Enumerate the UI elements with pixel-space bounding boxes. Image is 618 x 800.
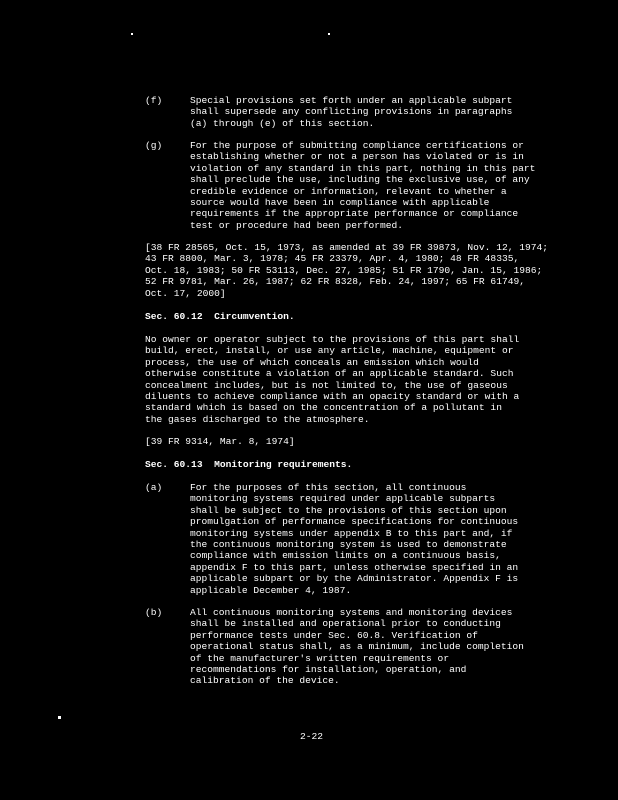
paragraph-label: (g) (145, 140, 163, 151)
paragraph-label: (f) (145, 95, 163, 106)
paragraph-text: For the purposes of this section, all continuous monitoring systems required under applicable subparts shall be subject to the provisions of this section upon promulgation of performance specifications for continuous monitoring systems under appendix B to this part and, if the continuous monitoring system is used to demonstrate compliance with emission limits on a continuous basis, appendix F to this part, unless otherwise specified in an applicable subpart or by the Administrator. Appendix F is applicable December 4, 1987. (190, 482, 519, 596)
paragraph-label: (a) (145, 482, 163, 493)
amendment-citation: [38 FR 28565, Oct. 15, 1973, as amended at 39 FR 39873, Nov. 12, 1974; 43 FR 8800, Mar. 3, 1978; 45 FR 23379, Apr. 4, 1980; 48 FR 48335, Oct. 18, 1983; 50 FR 53113, Dec. 27, 1985; 51 FR 1790, Jan. 15, 1986; 52 FR 9781, Mar. 26, 1987; 62 FR 8328, Feb. 24, 1997; 65 FR 61749, Oct. 17, 2000] (145, 242, 549, 299)
scan-speck (58, 716, 61, 719)
scan-speck (131, 33, 133, 35)
scan-speck (328, 33, 330, 35)
paragraph-text: Special provisions set forth under an applicable subpart shall supersede any conflicting provisions in paragraphs (a) through (e) of this section. (190, 95, 513, 129)
paragraph-text: All continuous monitoring systems and monitoring devices shall be installed and operational prior to conducting performance tests under Sec. 60.8. Verification of operational status shall, as a minimum, include completion of the manufacturer's written requirements or recommendations for installation, operation, and calibration of the device. (190, 607, 524, 687)
section-heading-60-13: Sec. 60.13 Monitoring requirements. (145, 459, 353, 470)
page-number: 2-22 (300, 731, 324, 742)
section-citation-60-12: [39 FR 9314, Mar. 8, 1974] (145, 436, 295, 447)
section-body-60-12: No owner or operator subject to the provisions of this part shall build, erect, install, or use any article, machine, equipment or process, the use of which conceals an emission which would otherwise constitute a violation of an applicable standard. Such concealment includes, but is not limited to, the use of gaseous diluents to achieve compliance with an opacity standard or with a standard which is based on the concentration of a pollutant in the gases discharged to the atmosphere. (145, 334, 520, 425)
section-heading-60-12: Sec. 60.12 Circumvention. (145, 311, 295, 322)
paragraph-text: For the purpose of submitting compliance certifications or establishing whether or not a person has violated or is in violation of any standard in this part, nothing in this part shall preclude the use, including the exclusive use, of any credible evidence or information, relevant to whether a source would have been in compliance with applicable requirements if the appropriate performance or compliance test or procedure had been performed. (190, 140, 536, 231)
paragraph-label: (b) (145, 607, 163, 618)
